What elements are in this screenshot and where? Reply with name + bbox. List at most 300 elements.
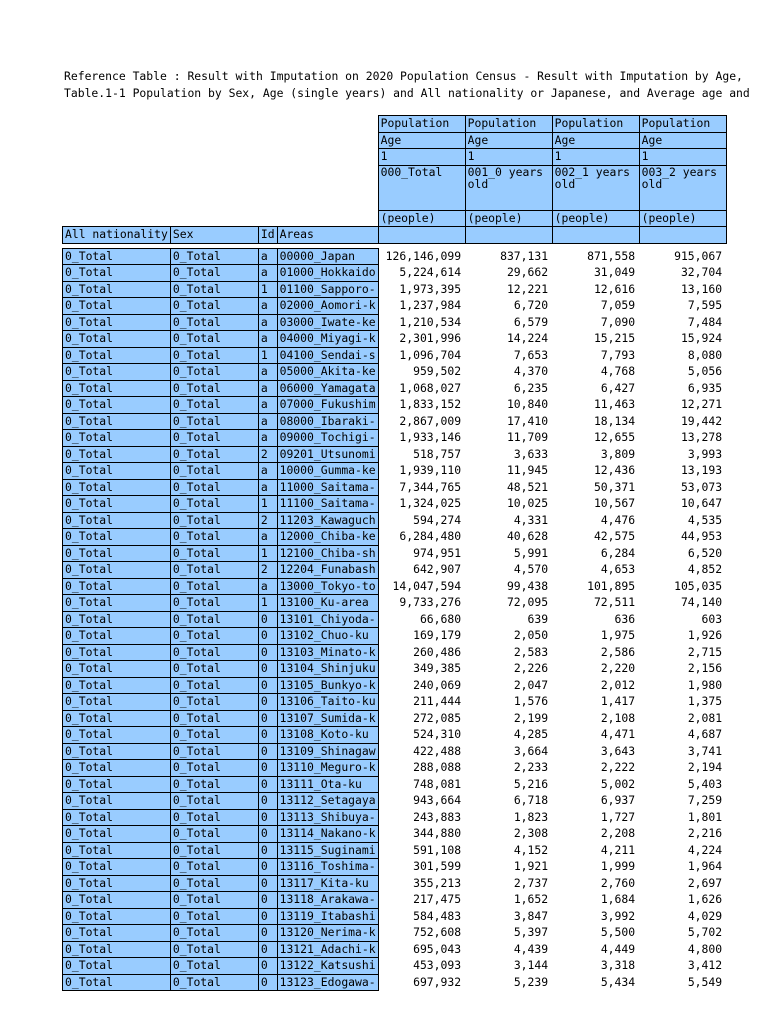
table-row bbox=[63, 479, 727, 496]
cell-age-1: 3,643 bbox=[600, 743, 636, 758]
cell-total: 344,880 bbox=[413, 826, 462, 841]
cell-sex: 0_Total bbox=[170, 908, 258, 925]
cell-id: a bbox=[258, 479, 277, 496]
header-row-5 bbox=[63, 210, 727, 227]
cell-age-1: 12,436 bbox=[593, 463, 636, 478]
cell-area: 01100_Sapporo- bbox=[277, 281, 378, 298]
cell-sex: 0_Total bbox=[170, 463, 258, 480]
cell-age-0: 4,331 bbox=[513, 512, 549, 527]
cell-age-0: 6,235 bbox=[513, 380, 549, 395]
cell-total: 349,385 bbox=[413, 661, 462, 676]
cell-sex: 0_Total bbox=[170, 644, 258, 661]
cell-total: 260,486 bbox=[413, 644, 462, 659]
cell-age-0: 1,823 bbox=[513, 809, 549, 824]
column-label-sex: Sex bbox=[170, 227, 258, 244]
table-row bbox=[63, 578, 727, 595]
cell-sex: 0_Total bbox=[170, 265, 258, 282]
cell-age-0: 99,438 bbox=[506, 578, 549, 593]
cell-total: 1,324,025 bbox=[399, 496, 462, 511]
cell-id: 0 bbox=[258, 974, 277, 991]
cell-sex: 0_Total bbox=[170, 430, 258, 447]
cell-area: 09000_Tochigi- bbox=[277, 430, 378, 447]
cell-id: 0 bbox=[258, 743, 277, 760]
cell-age-1: 11,463 bbox=[593, 397, 636, 412]
header-cell: Age bbox=[378, 132, 465, 149]
cell-age-2: 2,194 bbox=[687, 760, 723, 775]
cell-age-1: 3,809 bbox=[600, 446, 636, 461]
cell-id: 2 bbox=[258, 562, 277, 579]
cell-total: 591,108 bbox=[413, 842, 462, 857]
cell-total: 1,973,395 bbox=[399, 281, 462, 296]
table-row bbox=[63, 776, 727, 793]
cell-age-1: 31,049 bbox=[593, 265, 636, 280]
cell-nationality: 0_Total bbox=[63, 908, 171, 925]
cell-area: 13109_Shinagaw bbox=[277, 743, 378, 760]
table-row bbox=[63, 941, 727, 958]
title-line-2: Table.1-1 Population by Sex, Age (single years) and All nationality or Japanese, and Average age and bbox=[64, 86, 750, 100]
cell-age-1: 4,449 bbox=[600, 941, 636, 956]
cell-age-2: 3,412 bbox=[687, 958, 723, 973]
cell-age-2: 2,715 bbox=[687, 644, 723, 659]
cell-area: 13108_Koto-ku bbox=[277, 727, 378, 744]
table-row bbox=[63, 347, 727, 364]
table-row bbox=[63, 892, 727, 909]
cell-age-0: 4,285 bbox=[513, 727, 549, 742]
cell-age-0: 4,439 bbox=[513, 941, 549, 956]
cell-age-1: 50,371 bbox=[593, 479, 636, 494]
cell-total: 211,444 bbox=[413, 694, 462, 709]
cell-nationality: 0_Total bbox=[63, 364, 171, 381]
cell-id: 0 bbox=[258, 941, 277, 958]
unit-cell: (people) bbox=[552, 210, 639, 227]
cell-age-2: 5,702 bbox=[687, 925, 723, 940]
cell-age-0: 7,653 bbox=[513, 347, 549, 362]
cell-age-2: 5,403 bbox=[687, 776, 723, 791]
table-row bbox=[63, 281, 727, 298]
cell-id: 0 bbox=[258, 710, 277, 727]
cell-area: 08000_Ibaraki- bbox=[277, 413, 378, 430]
cell-age-1: 2,208 bbox=[600, 826, 636, 841]
table-row bbox=[63, 925, 727, 942]
cell-area: 00000_Japan bbox=[277, 248, 378, 265]
header-cell: Population bbox=[465, 116, 552, 133]
cell-age-1: 1,684 bbox=[600, 892, 636, 907]
cell-total: 1,096,704 bbox=[399, 347, 462, 362]
header-cell: Age bbox=[465, 132, 552, 149]
cell-id: a bbox=[258, 331, 277, 348]
cell-total: 974,951 bbox=[413, 545, 462, 560]
cell-total: 2,867,009 bbox=[399, 413, 462, 428]
cell-age-0: 10,025 bbox=[506, 496, 549, 511]
cell-sex: 0_Total bbox=[170, 694, 258, 711]
cell-area: 13100_Ku-area bbox=[277, 595, 378, 612]
cell-age-2: 32,704 bbox=[680, 265, 723, 280]
cell-age-0: 2,233 bbox=[513, 760, 549, 775]
cell-age-1: 4,476 bbox=[600, 512, 636, 527]
cell-age-2: 19,442 bbox=[680, 413, 723, 428]
cell-id: 0 bbox=[258, 776, 277, 793]
header-cell: Population bbox=[378, 116, 465, 133]
cell-age-2: 4,800 bbox=[687, 941, 723, 956]
cell-sex: 0_Total bbox=[170, 628, 258, 645]
cell-id: 1 bbox=[258, 545, 277, 562]
cell-age-0: 6,720 bbox=[513, 298, 549, 313]
table-row bbox=[63, 611, 727, 628]
cell-area: 05000_Akita-ke bbox=[277, 364, 378, 381]
table-row bbox=[63, 694, 727, 711]
cell-sex: 0_Total bbox=[170, 661, 258, 678]
table-row bbox=[63, 677, 727, 694]
cell-age-2: 2,697 bbox=[687, 875, 723, 890]
cell-id: 0 bbox=[258, 826, 277, 843]
cell-age-2: 8,080 bbox=[687, 347, 723, 362]
table-row bbox=[63, 727, 727, 744]
header-row-3 bbox=[63, 149, 727, 166]
cell-age-1: 7,090 bbox=[600, 314, 636, 329]
table-row bbox=[63, 958, 727, 975]
cell-age-0: 2,583 bbox=[513, 644, 549, 659]
cell-age-1: 1,999 bbox=[600, 859, 636, 874]
cell-nationality: 0_Total bbox=[63, 413, 171, 430]
table-row bbox=[63, 512, 727, 529]
cell-age-1: 2,012 bbox=[600, 677, 636, 692]
cell-age-1: 5,500 bbox=[600, 925, 636, 940]
cell-age-1: 6,284 bbox=[600, 545, 636, 560]
cell-age-0: 10,840 bbox=[506, 397, 549, 412]
cell-nationality: 0_Total bbox=[63, 265, 171, 282]
report-titles bbox=[64, 68, 764, 102]
cell-total: 1,068,027 bbox=[399, 380, 462, 395]
table-row bbox=[63, 710, 727, 727]
cell-area: 11000_Saitama- bbox=[277, 479, 378, 496]
column-label-row bbox=[63, 227, 727, 244]
cell-nationality: 0_Total bbox=[63, 875, 171, 892]
cell-sex: 0_Total bbox=[170, 826, 258, 843]
cell-area: 04100_Sendai-s bbox=[277, 347, 378, 364]
cell-age-2: 2,216 bbox=[687, 826, 723, 841]
cell-id: a bbox=[258, 298, 277, 315]
table-row bbox=[63, 809, 727, 826]
cell-age-1: 1,417 bbox=[600, 694, 636, 709]
cell-age-0: 5,991 bbox=[513, 545, 549, 560]
table-row bbox=[63, 644, 727, 661]
cell-age-1: 6,937 bbox=[600, 793, 636, 808]
cell-sex: 0_Total bbox=[170, 562, 258, 579]
cell-sex: 0_Total bbox=[170, 974, 258, 991]
cell-sex: 0_Total bbox=[170, 512, 258, 529]
cell-age-1: 7,059 bbox=[600, 298, 636, 313]
cell-nationality: 0_Total bbox=[63, 760, 171, 777]
cell-age-2: 603 bbox=[701, 611, 723, 626]
header-row-1 bbox=[63, 116, 727, 133]
cell-age-0: 5,216 bbox=[513, 776, 549, 791]
cell-area: 13118_Arakawa- bbox=[277, 892, 378, 909]
cell-total: 7,344,765 bbox=[399, 479, 462, 494]
cell-age-1: 72,511 bbox=[593, 595, 636, 610]
cell-sex: 0_Total bbox=[170, 413, 258, 430]
cell-total: 959,502 bbox=[413, 364, 462, 379]
cell-nationality: 0_Total bbox=[63, 314, 171, 331]
header-cell: 002_1 years old bbox=[552, 165, 639, 210]
cell-age-1: 3,318 bbox=[600, 958, 636, 973]
cell-area: 13110_Meguro-k bbox=[277, 760, 378, 777]
table-row bbox=[63, 842, 727, 859]
cell-id: 2 bbox=[258, 446, 277, 463]
cell-id: 1 bbox=[258, 347, 277, 364]
cell-sex: 0_Total bbox=[170, 578, 258, 595]
cell-nationality: 0_Total bbox=[63, 331, 171, 348]
cell-age-0: 1,921 bbox=[513, 859, 549, 874]
cell-age-0: 72,095 bbox=[506, 595, 549, 610]
cell-age-1: 2,108 bbox=[600, 710, 636, 725]
cell-age-2: 5,056 bbox=[687, 364, 723, 379]
cell-age-0: 4,570 bbox=[513, 562, 549, 577]
cell-age-2: 1,375 bbox=[687, 694, 723, 709]
cell-sex: 0_Total bbox=[170, 925, 258, 942]
cell-id: 0 bbox=[258, 793, 277, 810]
cell-nationality: 0_Total bbox=[63, 941, 171, 958]
table-row bbox=[63, 826, 727, 843]
table-row bbox=[63, 793, 727, 810]
column-label-nationality: All nationality bbox=[63, 227, 171, 244]
cell-age-1: 4,211 bbox=[600, 842, 636, 857]
cell-total: 1,833,152 bbox=[399, 397, 462, 412]
cell-id: a bbox=[258, 430, 277, 447]
cell-age-1: 1,975 bbox=[600, 628, 636, 643]
cell-nationality: 0_Total bbox=[63, 859, 171, 876]
cell-area: 13112_Setagaya bbox=[277, 793, 378, 810]
cell-area: 04000_Miyagi-k bbox=[277, 331, 378, 348]
table-row bbox=[63, 875, 727, 892]
cell-age-1: 5,002 bbox=[600, 776, 636, 791]
cell-nationality: 0_Total bbox=[63, 974, 171, 991]
cell-sex: 0_Total bbox=[170, 397, 258, 414]
cell-nationality: 0_Total bbox=[63, 958, 171, 975]
cell-id: a bbox=[258, 578, 277, 595]
cell-age-0: 2,737 bbox=[513, 875, 549, 890]
cell-age-0: 4,152 bbox=[513, 842, 549, 857]
cell-id: 0 bbox=[258, 760, 277, 777]
cell-age-0: 3,144 bbox=[513, 958, 549, 973]
cell-age-1: 871,558 bbox=[587, 248, 636, 263]
cell-sex: 0_Total bbox=[170, 842, 258, 859]
cell-total: 240,069 bbox=[413, 677, 462, 692]
cell-age-0: 639 bbox=[527, 611, 549, 626]
cell-nationality: 0_Total bbox=[63, 479, 171, 496]
cell-total: 1,933,146 bbox=[399, 430, 462, 445]
cell-sex: 0_Total bbox=[170, 941, 258, 958]
cell-area: 11100_Saitama- bbox=[277, 496, 378, 513]
cell-nationality: 0_Total bbox=[63, 496, 171, 513]
cell-age-2: 3,993 bbox=[687, 446, 723, 461]
cell-id: 0 bbox=[258, 892, 277, 909]
title-line-1: Reference Table : Result with Imputation on 2020 Population Census - Result with Imputation by Age, bbox=[64, 69, 743, 83]
cell-nationality: 0_Total bbox=[63, 710, 171, 727]
cell-age-0: 2,199 bbox=[513, 710, 549, 725]
unit-cell: (people) bbox=[378, 210, 465, 227]
cell-age-0: 2,308 bbox=[513, 826, 549, 841]
cell-age-2: 7,595 bbox=[687, 298, 723, 313]
cell-nationality: 0_Total bbox=[63, 248, 171, 265]
cell-sex: 0_Total bbox=[170, 809, 258, 826]
header-cell: 003_2 years old bbox=[639, 165, 726, 210]
cell-area: 13113_Shibuya- bbox=[277, 809, 378, 826]
cell-age-2: 1,980 bbox=[687, 677, 723, 692]
cell-sex: 0_Total bbox=[170, 529, 258, 546]
cell-age-2: 7,259 bbox=[687, 793, 723, 808]
cell-id: a bbox=[258, 364, 277, 381]
table-row bbox=[63, 248, 727, 265]
cell-sex: 0_Total bbox=[170, 347, 258, 364]
header-cell: 1 bbox=[639, 149, 726, 166]
cell-total: 9,733,276 bbox=[399, 595, 462, 610]
cell-id: 0 bbox=[258, 842, 277, 859]
cell-total: 642,907 bbox=[413, 562, 462, 577]
cell-age-2: 915,067 bbox=[674, 248, 723, 263]
empty-header-cell bbox=[639, 227, 726, 244]
cell-total: 453,093 bbox=[413, 958, 462, 973]
table-row bbox=[63, 908, 727, 925]
table-row bbox=[63, 562, 727, 579]
table-row bbox=[63, 298, 727, 315]
cell-age-0: 2,226 bbox=[513, 661, 549, 676]
cell-age-2: 4,687 bbox=[687, 727, 723, 742]
table-row bbox=[63, 628, 727, 645]
cell-age-2: 4,852 bbox=[687, 562, 723, 577]
cell-total: 524,310 bbox=[413, 727, 462, 742]
cell-total: 355,213 bbox=[413, 875, 462, 890]
cell-age-2: 4,029 bbox=[687, 908, 723, 923]
cell-age-2: 13,193 bbox=[680, 463, 723, 478]
cell-age-1: 18,134 bbox=[593, 413, 636, 428]
table-row bbox=[63, 529, 727, 546]
cell-sex: 0_Total bbox=[170, 958, 258, 975]
cell-sex: 0_Total bbox=[170, 793, 258, 810]
cell-nationality: 0_Total bbox=[63, 380, 171, 397]
cell-area: 13103_Minato-k bbox=[277, 644, 378, 661]
cell-area: 11203_Kawaguch bbox=[277, 512, 378, 529]
cell-nationality: 0_Total bbox=[63, 529, 171, 546]
cell-id: 0 bbox=[258, 644, 277, 661]
cell-sex: 0_Total bbox=[170, 446, 258, 463]
header-cell: 1 bbox=[552, 149, 639, 166]
cell-sex: 0_Total bbox=[170, 496, 258, 513]
cell-sex: 0_Total bbox=[170, 677, 258, 694]
cell-sex: 0_Total bbox=[170, 281, 258, 298]
cell-sex: 0_Total bbox=[170, 314, 258, 331]
cell-age-0: 11,945 bbox=[506, 463, 549, 478]
table-row bbox=[63, 743, 727, 760]
cell-sex: 0_Total bbox=[170, 875, 258, 892]
cell-sex: 0_Total bbox=[170, 710, 258, 727]
cell-age-0: 4,370 bbox=[513, 364, 549, 379]
cell-total: 217,475 bbox=[413, 892, 462, 907]
cell-total: 584,483 bbox=[413, 908, 462, 923]
cell-age-0: 3,847 bbox=[513, 908, 549, 923]
cell-sex: 0_Total bbox=[170, 248, 258, 265]
table-row bbox=[63, 430, 727, 447]
header-row-4 bbox=[63, 165, 727, 210]
cell-id: 1 bbox=[258, 595, 277, 612]
cell-area: 13101_Chiyoda- bbox=[277, 611, 378, 628]
empty-header-cell bbox=[552, 227, 639, 244]
table-row bbox=[63, 859, 727, 876]
cell-area: 01000_Hokkaido bbox=[277, 265, 378, 282]
cell-total: 2,301,996 bbox=[399, 331, 462, 346]
cell-sex: 0_Total bbox=[170, 859, 258, 876]
column-label-id: Id bbox=[258, 227, 277, 244]
cell-total: 748,081 bbox=[413, 776, 462, 791]
header-cell: 1 bbox=[465, 149, 552, 166]
cell-area: 13115_Suginami bbox=[277, 842, 378, 859]
cell-area: 12000_Chiba-ke bbox=[277, 529, 378, 546]
cell-age-2: 5,549 bbox=[687, 974, 723, 989]
cell-nationality: 0_Total bbox=[63, 628, 171, 645]
cell-nationality: 0_Total bbox=[63, 463, 171, 480]
cell-age-0: 2,050 bbox=[513, 628, 549, 643]
header-cell: 001_0 years old bbox=[465, 165, 552, 210]
cell-age-1: 1,727 bbox=[600, 809, 636, 824]
cell-nationality: 0_Total bbox=[63, 925, 171, 942]
cell-area: 06000_Yamagata bbox=[277, 380, 378, 397]
cell-id: a bbox=[258, 413, 277, 430]
cell-age-0: 12,221 bbox=[506, 281, 549, 296]
table-row bbox=[63, 380, 727, 397]
cell-area: 13119_Itabashi bbox=[277, 908, 378, 925]
cell-area: 09201_Utsunomi bbox=[277, 446, 378, 463]
cell-nationality: 0_Total bbox=[63, 776, 171, 793]
cell-sex: 0_Total bbox=[170, 727, 258, 744]
cell-age-1: 4,768 bbox=[600, 364, 636, 379]
cell-age-0: 5,397 bbox=[513, 925, 549, 940]
header-cell: Age bbox=[552, 132, 639, 149]
cell-id: a bbox=[258, 463, 277, 480]
cell-sex: 0_Total bbox=[170, 776, 258, 793]
unit-cell: (people) bbox=[639, 210, 726, 227]
cell-age-0: 1,576 bbox=[513, 694, 549, 709]
cell-age-2: 6,935 bbox=[687, 380, 723, 395]
cell-sex: 0_Total bbox=[170, 479, 258, 496]
cell-area: 13123_Edogawa- bbox=[277, 974, 378, 991]
cell-age-2: 1,626 bbox=[687, 892, 723, 907]
cell-area: 13105_Bunkyo-k bbox=[277, 677, 378, 694]
cell-age-2: 10,647 bbox=[680, 496, 723, 511]
cell-age-2: 44,953 bbox=[680, 529, 723, 544]
cell-sex: 0_Total bbox=[170, 611, 258, 628]
cell-area: 13102_Chuo-ku bbox=[277, 628, 378, 645]
table-row bbox=[63, 545, 727, 562]
cell-id: 0 bbox=[258, 809, 277, 826]
cell-age-2: 13,160 bbox=[680, 281, 723, 296]
cell-total: 301,599 bbox=[413, 859, 462, 874]
table-row bbox=[63, 974, 727, 991]
cell-nationality: 0_Total bbox=[63, 347, 171, 364]
cell-total: 1,237,984 bbox=[399, 298, 462, 313]
cell-age-0: 6,579 bbox=[513, 314, 549, 329]
cell-age-0: 837,131 bbox=[500, 248, 549, 263]
table-row bbox=[63, 413, 727, 430]
empty-header-cell bbox=[465, 227, 552, 244]
cell-sex: 0_Total bbox=[170, 760, 258, 777]
cell-age-1: 3,992 bbox=[600, 908, 636, 923]
cell-age-2: 74,140 bbox=[680, 595, 723, 610]
cell-age-2: 1,964 bbox=[687, 859, 723, 874]
cell-id: 0 bbox=[258, 727, 277, 744]
cell-area: 13121_Adachi-k bbox=[277, 941, 378, 958]
cell-area: 03000_Iwate-ke bbox=[277, 314, 378, 331]
cell-id: a bbox=[258, 248, 277, 265]
header-cell: Population bbox=[552, 116, 639, 133]
